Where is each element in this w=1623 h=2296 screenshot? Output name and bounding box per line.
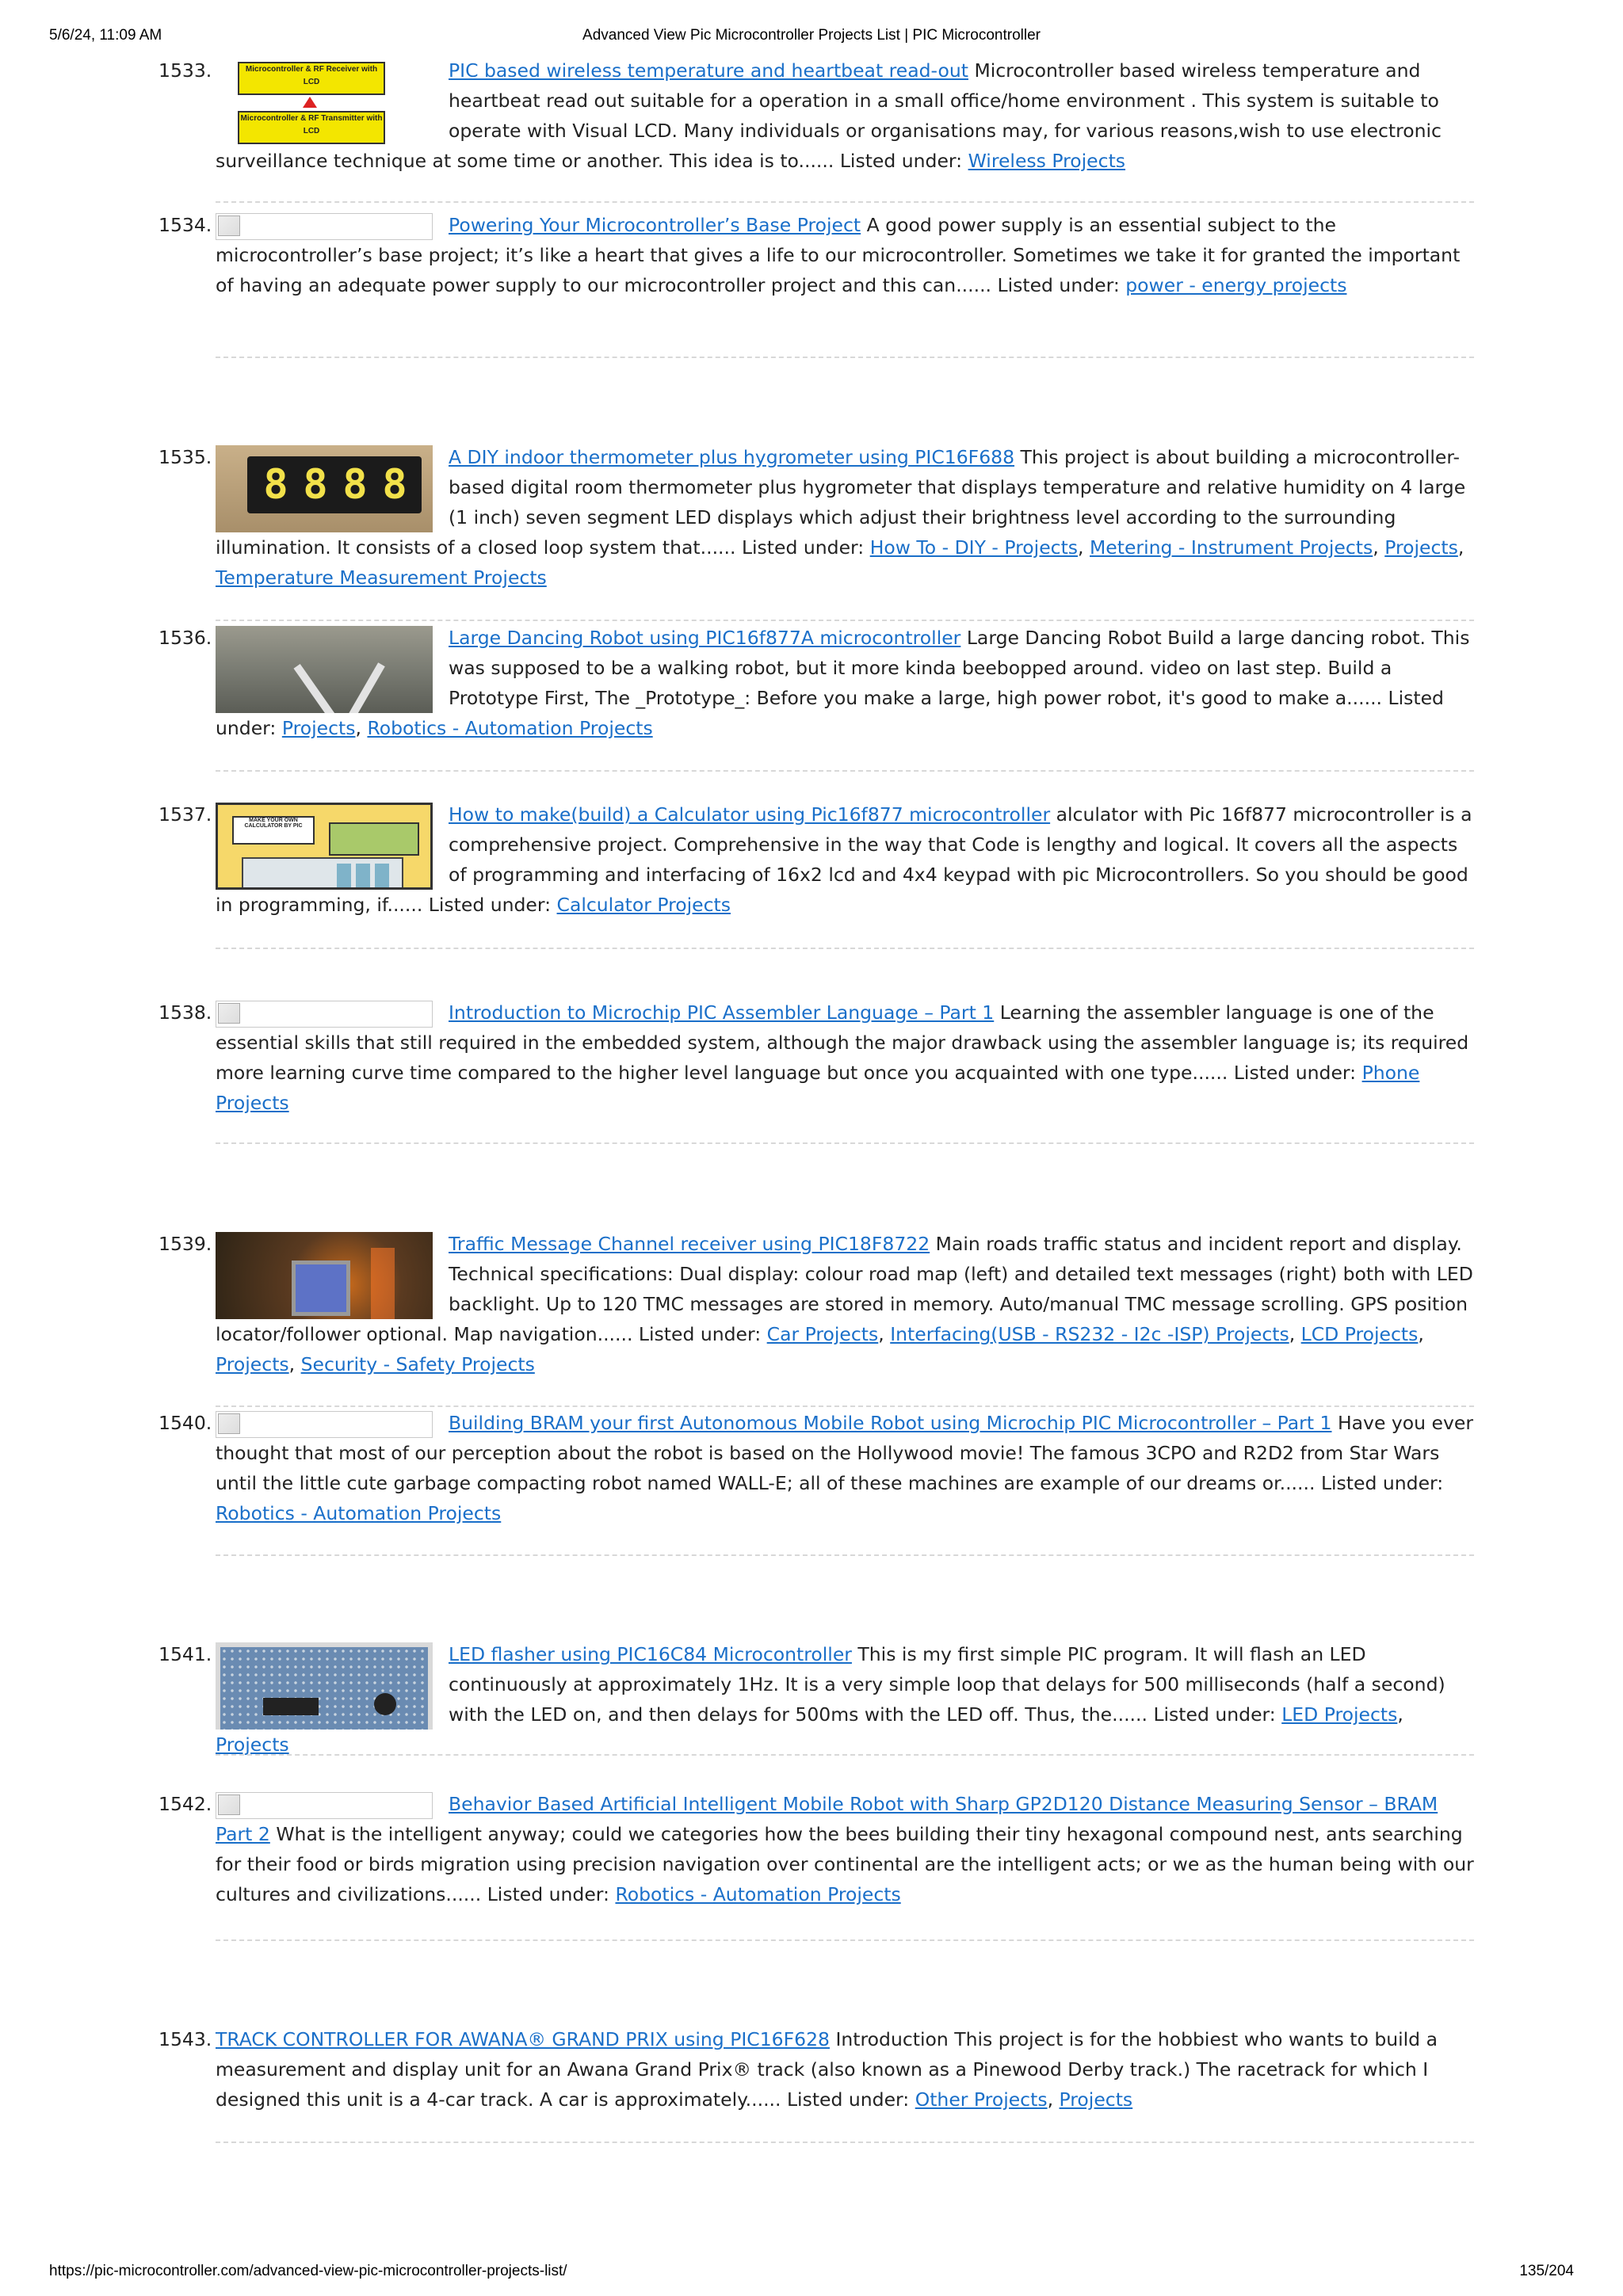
entry-number: 1536. (158, 627, 212, 649)
led-backlight-glow (371, 1248, 395, 1319)
category-link[interactable]: Wireless Projects (968, 150, 1126, 172)
entry-divider (216, 620, 1474, 621)
listed-under-label: Listed under: (1153, 1703, 1276, 1726)
listed-under-label: Listed under: (487, 1883, 609, 1905)
entry-number: 1535. (158, 446, 212, 468)
calculator-title-label: MAKE YOUR OWN CALCULATOR BY PIC (232, 816, 315, 845)
entry-divider (216, 770, 1474, 772)
seven-segment-digit: 8 (303, 461, 328, 509)
lcd-display (329, 822, 419, 856)
entry-description: Learning the assembler language is one of the essential skills that still required in the embedded system, although the major drawback using the assembler language is; its required more learning curve time compared to the higher level language but once you acquainted with one type...... (216, 1001, 1469, 1084)
category-link[interactable]: Robotics - Automation Projects (216, 1502, 502, 1524)
led-display-board (247, 456, 422, 513)
robot-leg (327, 662, 385, 713)
project-entry: 1541. LED flasher using PIC16C84 Microcontroller This is my first simple PIC program. It will flash an LED continuously at approximately 1Hz. It is a very simple loop that delays for 500 milliseconds (half a second) with the LED on, and then delays for 500ms with the LED off. Thus, the...... Listed under: LED Projects, Projects (158, 1639, 1474, 1760)
print-date: 5/6/24, 11:09 AM (49, 27, 162, 44)
listed-under-label: Listed under: (1320, 1472, 1444, 1494)
entry-description: A good power supply is an essential subject to the microcontroller’s base project; it’s like a heart that gives a life to our microcontroller. Sometimes we take it for granted the important of having an adequate power supply to our microcontroller project and this can...... (216, 214, 1461, 296)
led-flasher-photo[interactable] (216, 1642, 433, 1730)
pic-chip (263, 1698, 319, 1715)
entry-number: 1540. (158, 1412, 212, 1434)
category-link[interactable]: Projects (216, 1353, 289, 1375)
robot-leg (293, 664, 354, 713)
entry-description: Microcontroller based wireless temperature and heartbeat read out suitable for a operation in a small office/home environment . This system is suitable to operate with Visual LCD. Many individuals or organisations may, for various reasons,wish to use electronic surveillance technique at some time or another. This idea is to...... (216, 59, 1442, 172)
category-link[interactable]: Projects (1059, 2088, 1133, 2111)
category-link[interactable]: LED Projects (1281, 1703, 1398, 1726)
thermometer-photo[interactable] (216, 445, 433, 532)
broken-image-icon[interactable] (216, 1001, 433, 1028)
entry-number: 1539. (158, 1233, 212, 1255)
entry-title-link[interactable]: Large Dancing Robot using PIC16f877A microcontroller (449, 627, 961, 649)
wireless-receiver-box: Microcontroller & RF Receiver with LCD (238, 62, 385, 95)
print-title: Advanced View Pic Microcontroller Projects List | PIC Microcontroller (582, 27, 1041, 44)
category-link[interactable]: Phone Projects (216, 1062, 1420, 1114)
wireless-diagram-image[interactable] (216, 59, 433, 146)
capacitor (374, 1693, 396, 1715)
listed-under-label: Listed under: (638, 1323, 762, 1345)
entry-number: 1534. (158, 214, 212, 236)
category-link[interactable]: Projects (281, 717, 356, 739)
category-link[interactable]: LCD Projects (1300, 1323, 1419, 1345)
project-entry: 1543. TRACK CONTROLLER FOR AWANA® GRAND PRIX using PIC16F628 Introduction This project is for the hobbiest who wants to build a measurement and display unit for an Awana Grand Prix® track (also known as a Pinewood Derby track.) The racetrack for which I designed this unit is a 4-car track. A car is approximately...... Listed under: Other Projects, Projects (158, 2024, 1474, 2115)
project-entry (158, 799, 1474, 920)
entry-description: alculator with Pic 16f877 microcontroller is a comprehensive project. Comprehensive in the way that Code is lengthy and logical. It covers all the aspects of programming and interfacing of 16x2 lcd and 4x4 keypad with pic Microcontrollers. So you should be good in programming, if...... (216, 803, 1472, 916)
arrow-up-icon (303, 97, 317, 108)
entry-title-link[interactable]: LED flasher using PIC16C84 Microcontroller (449, 1643, 852, 1665)
entry-description: Have you ever thought that most of our perception about the robot is based on the Hollywood movie! The famous 3CPO and R2D2 from Star Wars until the little cute garbage compacting robot named WALL-E; all of these machines are example of our dreams or...... (216, 1412, 1474, 1494)
project-entry (158, 997, 1474, 1118)
project-entry (158, 210, 1474, 300)
entry-divider (216, 357, 1474, 358)
entry-description: This project is about building a microcontroller-based digital room thermometer plus hygrometer that displays temperature and relative humidity on 4 large (1 inch) seven segment LED displays which adjust their brightness level according to the surrounding illumination. It consists of a closed loop system that...... (216, 446, 1466, 559)
category-link[interactable]: Calculator Projects (556, 894, 731, 916)
dancing-robot-photo[interactable] (216, 626, 433, 713)
entry-divider (216, 2142, 1474, 2143)
entry-number: 1537. (158, 803, 212, 826)
entry-number: 1541. (158, 1643, 212, 1665)
print-footer (49, 2263, 1574, 2286)
print-header (49, 27, 1574, 51)
category-link[interactable]: How To - DIY - Projects (869, 536, 1079, 559)
entry-divider (216, 1939, 1474, 1941)
seven-segment-digit: 8 (263, 461, 288, 509)
category-link[interactable]: Projects (216, 1733, 289, 1756)
project-entry (158, 1789, 1474, 1909)
lcd-screen (292, 1261, 350, 1316)
entry-title-link[interactable]: How to make(build) a Calculator using Pic16f877 microcontroller (449, 803, 1051, 826)
listed-under-label: Listed under: (997, 274, 1120, 296)
entry-title-link[interactable]: TRACK CONTROLLER FOR AWANA® GRAND PRIX using PIC16F628 (216, 2028, 830, 2050)
entry-description: This is my first simple PIC program. It will flash an LED continuously at approximately 1Hz. It is a very simple loop that delays for 500 milliseconds (half a second) with the LED on, and then delays for 500ms with the LED off. Thus, the...... (449, 1643, 1445, 1726)
broken-image-icon[interactable] (216, 1792, 433, 1819)
entry-description: Introduction This project is for the hobbiest who wants to build a measurement and display unit for an Awana Grand Prix® track (also known as a Pinewood Derby track.) The racetrack for which I designed this unit is a 4-car track. A car is approximately...... (216, 2028, 1438, 2111)
category-link[interactable]: power - energy projects (1125, 274, 1347, 296)
entry-title-link[interactable]: Introduction to Microchip PIC Assembler Language – Part 1 (449, 1001, 995, 1024)
category-link[interactable]: Robotics - Automation Projects (615, 1883, 901, 1905)
keypad-buttons (337, 864, 392, 890)
entry-divider (216, 1142, 1474, 1144)
wireless-transmitter-box: Microcontroller & RF Transmitter with LCD (238, 111, 385, 144)
listed-under-label: Listed under: (216, 687, 1444, 739)
entry-description: Main roads traffic status and incident report and display. Technical specifications: Dual display: colour road map (left) and detailed text messages (right) both with LED backlight. Up to 120 TMC messages are stored in memory. Auto/manual TMC message scrolling. GPS position locator/follower optional. Map navigation...... (216, 1233, 1473, 1345)
calculator-image[interactable] (216, 803, 433, 890)
entry-title-link[interactable]: Building BRAM your first Autonomous Mobile Robot using Microchip PIC Microcontroller – Part 1 (449, 1412, 1332, 1434)
category-link[interactable]: Temperature Measurement Projects (216, 566, 547, 589)
entry-description: What is the intelligent anyway; could we categories how the bees building their tiny hexagonal compound nest, ants searching for their food or birds migration using precision navigation over continental are the intelligent acts; or we as the human being with our cultures and civilizations...... (216, 1823, 1474, 1905)
entry-title-link[interactable]: Powering Your Microcontroller’s Base Project (449, 214, 861, 236)
entry-number: 1543. (158, 2028, 212, 2050)
seven-segment-digit: 8 (382, 461, 407, 509)
entry-divider (216, 1405, 1474, 1407)
category-link[interactable]: Car Projects (766, 1323, 879, 1345)
project-entry (158, 1408, 1474, 1528)
tmc-receiver-photo[interactable] (216, 1232, 433, 1319)
page-number: 135/204 (1519, 2263, 1574, 2279)
entry-description: Large Dancing Robot Build a large dancing robot. This was supposed to be a walking robot, but it more kinda beebopped around. video on last step. Build a Prototype First, The _Prototype_: Before you make a large, high power robot, it's good to make a...... (449, 627, 1470, 709)
entry-title-link[interactable]: Traffic Message Channel receiver using PIC18F8722 (449, 1233, 930, 1255)
category-link[interactable]: Metering - Instrument Projects (1090, 536, 1373, 559)
entry-divider (216, 1754, 1474, 1756)
listed-under-label: Listed under: (428, 894, 552, 916)
listed-under-label: Listed under: (1233, 1062, 1357, 1084)
entry-divider (216, 948, 1474, 949)
entry-number: 1542. (158, 1793, 212, 1815)
perfboard (220, 1647, 428, 1730)
category-link[interactable]: Security - Safety Projects (300, 1353, 535, 1375)
entry-title-link[interactable]: PIC based wireless temperature and heartbeat read-out (449, 59, 968, 82)
seven-segment-digit: 8 (342, 461, 368, 509)
entry-number: 1533. (158, 59, 212, 82)
entry-divider (216, 1554, 1474, 1556)
entry-number: 1538. (158, 1001, 212, 1024)
category-link[interactable]: Projects (1384, 536, 1458, 559)
project-entry (158, 55, 1474, 176)
listed-under-label: Listed under: (786, 2088, 910, 2111)
entry-title-link[interactable]: A DIY indoor thermometer plus hygrometer using PIC16F688 (449, 446, 1015, 468)
category-link[interactable]: Robotics - Automation Projects (367, 717, 653, 739)
category-link[interactable]: Interfacing(USB - RS232 - I2c -ISP) Projects (890, 1323, 1289, 1345)
listed-under-label: Listed under: (839, 150, 963, 172)
category-link[interactable]: Other Projects (915, 2088, 1048, 2111)
project-entry: 1539. Traffic Message Channel receiver using PIC18F8722 Main roads traffic status and incident report and display. Technical specifications: Dual display: colour road map (left) and detailed text messages (right) both with LED backlight. Up to 120 TMC messages are stored in memory. Auto/manual TMC message scrolling. GPS position locator/follower optional. Map navigation...... Listed under: Car Projects, Interfacing(USB - RS232 - I2c -ISP) Projects, LCD Projects, Projects, Security - Safety Projects (158, 1229, 1474, 1379)
broken-image-icon[interactable] (216, 1411, 433, 1438)
print-url: https://pic-microcontroller.com/advanced-view-pic-microcontroller-projects-list/ (49, 2263, 567, 2279)
broken-image-icon[interactable] (216, 213, 433, 240)
entry-divider (216, 201, 1474, 203)
entry-title-link[interactable]: Behavior Based Artificial Intelligent Mobile Robot with Sharp GP2D120 Distance Measuring Sensor – BRAM Part 2 (216, 1793, 1438, 1845)
project-entry: 1535. 8 8 8 8 A DIY indoor thermometer plus hygrometer using PIC16F688 This project is about building a microcontroller-based digital room thermometer plus hygrometer that displays temperature and relative humidity on 4 large (1 inch) seven segment LED displays which adjust their brightness level according to the surrounding illumination. It consists of a closed loop system that...... Listed under: How To - DIY - Projects, Metering - Instrument Projects, Projects, Temperature Measurement Projects (158, 442, 1474, 593)
listed-under-label: Listed under: (741, 536, 865, 559)
project-entry: 1536. Large Dancing Robot using PIC16f877A microcontroller Large Dancing Robot Build a large dancing robot. This was supposed to be a walking robot, but it more kinda beebopped around. video on last step. Build a Prototype First, The _Prototype_: Before you make a large, high power robot, it's good to make a...... Listed under: Projects, Robotics - Automation Projects (158, 623, 1474, 743)
